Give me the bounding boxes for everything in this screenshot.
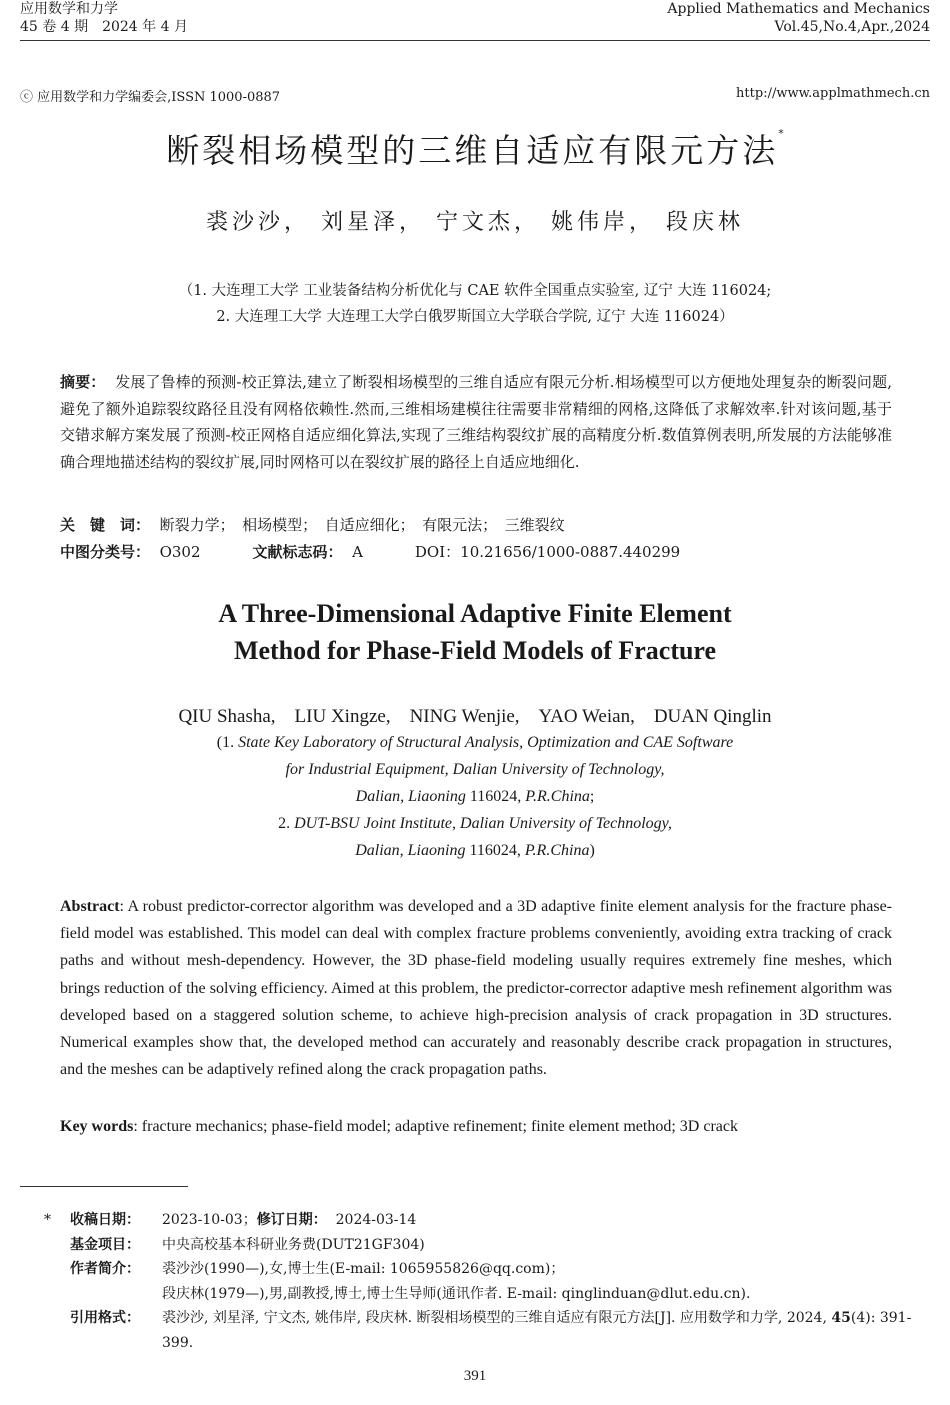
affiliation-en-line-3: Dalian, Liaoning 116024, P.R.China; [355,788,595,805]
journal-url[interactable]: http://www.applmathmech.cn [736,86,930,101]
citation-text-a: 裘沙沙, 刘星泽, 宁文杰, 姚伟岸, 段庆林. 断裂相场模型的三维自适应有限元方法[J]. 应用数学和力学, 2024, [162,1310,832,1326]
received-date: 2023-10-03； [162,1212,257,1228]
issue-info-cn: 45 卷 4 期 2024 年 4 月 [20,19,188,35]
fund-value: 中央高校基本科研业务费(DUT21GF304) [162,1236,425,1253]
clc-value: O302 [159,543,201,561]
paper-title-en [0,595,950,669]
citation-text-b: (4): 391-399. [162,1310,912,1351]
authors-en: QIU Shasha, LIU Xingze, NING Wenjie, YAO Weian, DUAN Qinglin [178,706,772,727]
footnote-bio [20,1257,932,1306]
footnote-block [20,1208,932,1355]
affiliation-en-line-1: (1. State Key Laboratory of Structural Analysis, Optimization and CAE Software [216,734,734,751]
keywords-cn [60,514,565,535]
affiliation-en-line-2: for Industrial Equipment, Dalian University of Technology, [285,761,665,778]
journal-name-en: Applied Mathematics and Mechanics [667,1,930,17]
keywords-en-label: Key words [60,1118,134,1135]
affiliation-cn-2: 2. 大连理工大学 大连理工大学白俄罗斯国立大学联合学院, 辽宁 大连 116024） [216,309,734,325]
affiliations-cn [0,278,950,330]
received-label: 收稿日期： [70,1212,140,1228]
footnote-citation [20,1306,932,1355]
journal-name-cn: 应用数学和力学 [20,1,118,17]
affiliations-en [0,729,950,864]
title-footnote-mark: * [778,127,784,140]
header-rule [20,40,930,41]
abstract-en-text: A robust predictor-corrector algorithm was developed and a 3D adaptive finite element analysis for the fracture phase-field model was established. This model can deal with complex fracture problems conveniently, avoiding extra tracking of crack paths and without mesh-dependency. However, the 3D phase-field modeling usually requires extremely fine meshes, which brings reduction of the solving efficiency. Aimed at this problem, the predictor-corrector adaptive mesh refinement algorithm was developed based on a staggered solution scheme, to achieve high-precision analysis of crack propagation in 3D structures. Numerical examples show that, the developed method can accurately and reasonably describe crack propagation in structures, and the meshes can be adaptively refined along the crack propagation paths. [60,898,893,1079]
paper-title-cn [0,125,950,172]
keywords-cn-label: 关 键 词： [60,516,151,534]
footnote-dates [20,1208,932,1233]
footnote-star: * [44,1212,51,1228]
classification-line [60,541,680,562]
doc-code-label: 文献标志码： [252,543,343,561]
affiliation-en-line-4: 2. DUT-BSU Joint Institute, Dalian University of Technology, [278,815,672,832]
abstract-en-label: Abstract [60,898,120,915]
title-en-line-2: Method for Phase-Field Models of Fracture [233,636,717,665]
keywords-cn-text: 断裂力学； 相场模型； 自适应细化； 有限元法； 三维裂纹 [159,516,565,534]
affiliation-en-line-5: Dalian, Liaoning 116024, P.R.China) [355,842,595,859]
running-header-right [667,0,930,36]
bio-author-2: 段庆林(1979—),男,副教授,博士,博士生导师(通讯作者. E-mail: qinglinduan@dlut.edu.cn). [162,1285,751,1302]
abstract-en: Abstract: A robust predictor-corrector algorithm was developed and a 3D adaptive finite element analysis for the fracture phase-field model was established. This model can deal with complex fracture problems conveniently, avoiding extra tracking of crack paths and without mesh-dependency. However, the 3D phase-field modeling usually requires extremely fine meshes, which brings reduction of the solving efficiency. Aimed at this problem, the predictor-corrector adaptive mesh refinement algorithm was developed based on a staggered solution scheme, to achieve high-precision analysis of crack propagation in 3D structures. Numerical examples show that, the developed method can accurately and reasonably describe crack propagation in structures, and the meshes can be adaptively refined along the crack propagation paths. [60,898,893,1079]
revised-label: 修订日期： [256,1212,327,1228]
footnote-rule [20,1186,188,1187]
keywords-en-text: fracture mechanics; phase-field model; adaptive refinement; finite element method; 3D crack [141,1118,738,1135]
issue-info-en: Vol.45,No.4,Apr.,2024 [774,19,930,35]
citation-volume: 45 [831,1310,851,1326]
doc-code-value: A [352,543,363,561]
copyright-line: ⓒ 应用数学和力学编委会,ISSN 1000-0887 [20,90,281,105]
title-cn-text: 断裂相场模型的三维自适应有限元方法 [166,131,779,170]
abstract-cn-label: 摘要： [60,373,106,391]
citation-label: 引用格式： [70,1310,140,1326]
abstract-cn-text: 发展了鲁棒的预测-校正算法,建立了断裂相场模型的三维自适应有限元分析.相场模型可以方便地处理复杂的断裂问题,避免了额外追踪裂纹路径且没有网格依赖性.然而,三维相场建模往往需要非常精细的网格,这降低了求解效率.针对该问题,基于交错求解方案发展了预测-校正网格自适应细化算法,实现了三维结构裂纹扩展的高精度分析.数值算例表明,所发展的方法能够准确合理地描述结构的裂纹扩展,同时网格可以在裂纹扩展的路径上自适应地细化. [60,373,892,471]
abstract-cn [60,369,892,475]
title-en-line-1: A Three-Dimensional Adaptive Finite Element [218,599,732,628]
doi[interactable]: DOI：10.21656/1000-0887.440299 [414,543,681,561]
keywords-en: Key words: fracture mechanics; phase-field model; adaptive refinement; finite element method; 3D crack [60,1118,738,1135]
running-header-left [20,0,188,36]
authors-cn: 裘沙沙， 刘星泽， 宁文杰， 姚伟岸， 段庆林 [206,210,744,235]
bio-author-1: 裘沙沙(1990—),女,博士生(E-mail: 1065955826@qq.com)； [162,1261,565,1277]
bio-label: 作者简介： [70,1261,140,1277]
fund-label: 基金项目： [70,1236,140,1253]
footnote-fund [20,1233,932,1258]
revised-date: 2024-03-14 [335,1212,417,1228]
page-number: 391 [463,1368,487,1384]
affiliation-cn-1: （1. 大连理工大学 工业装备结构分析优化与 CAE 软件全国重点实验室, 辽宁 大连 116024; [178,283,772,299]
clc-label: 中图分类号： [60,543,151,561]
